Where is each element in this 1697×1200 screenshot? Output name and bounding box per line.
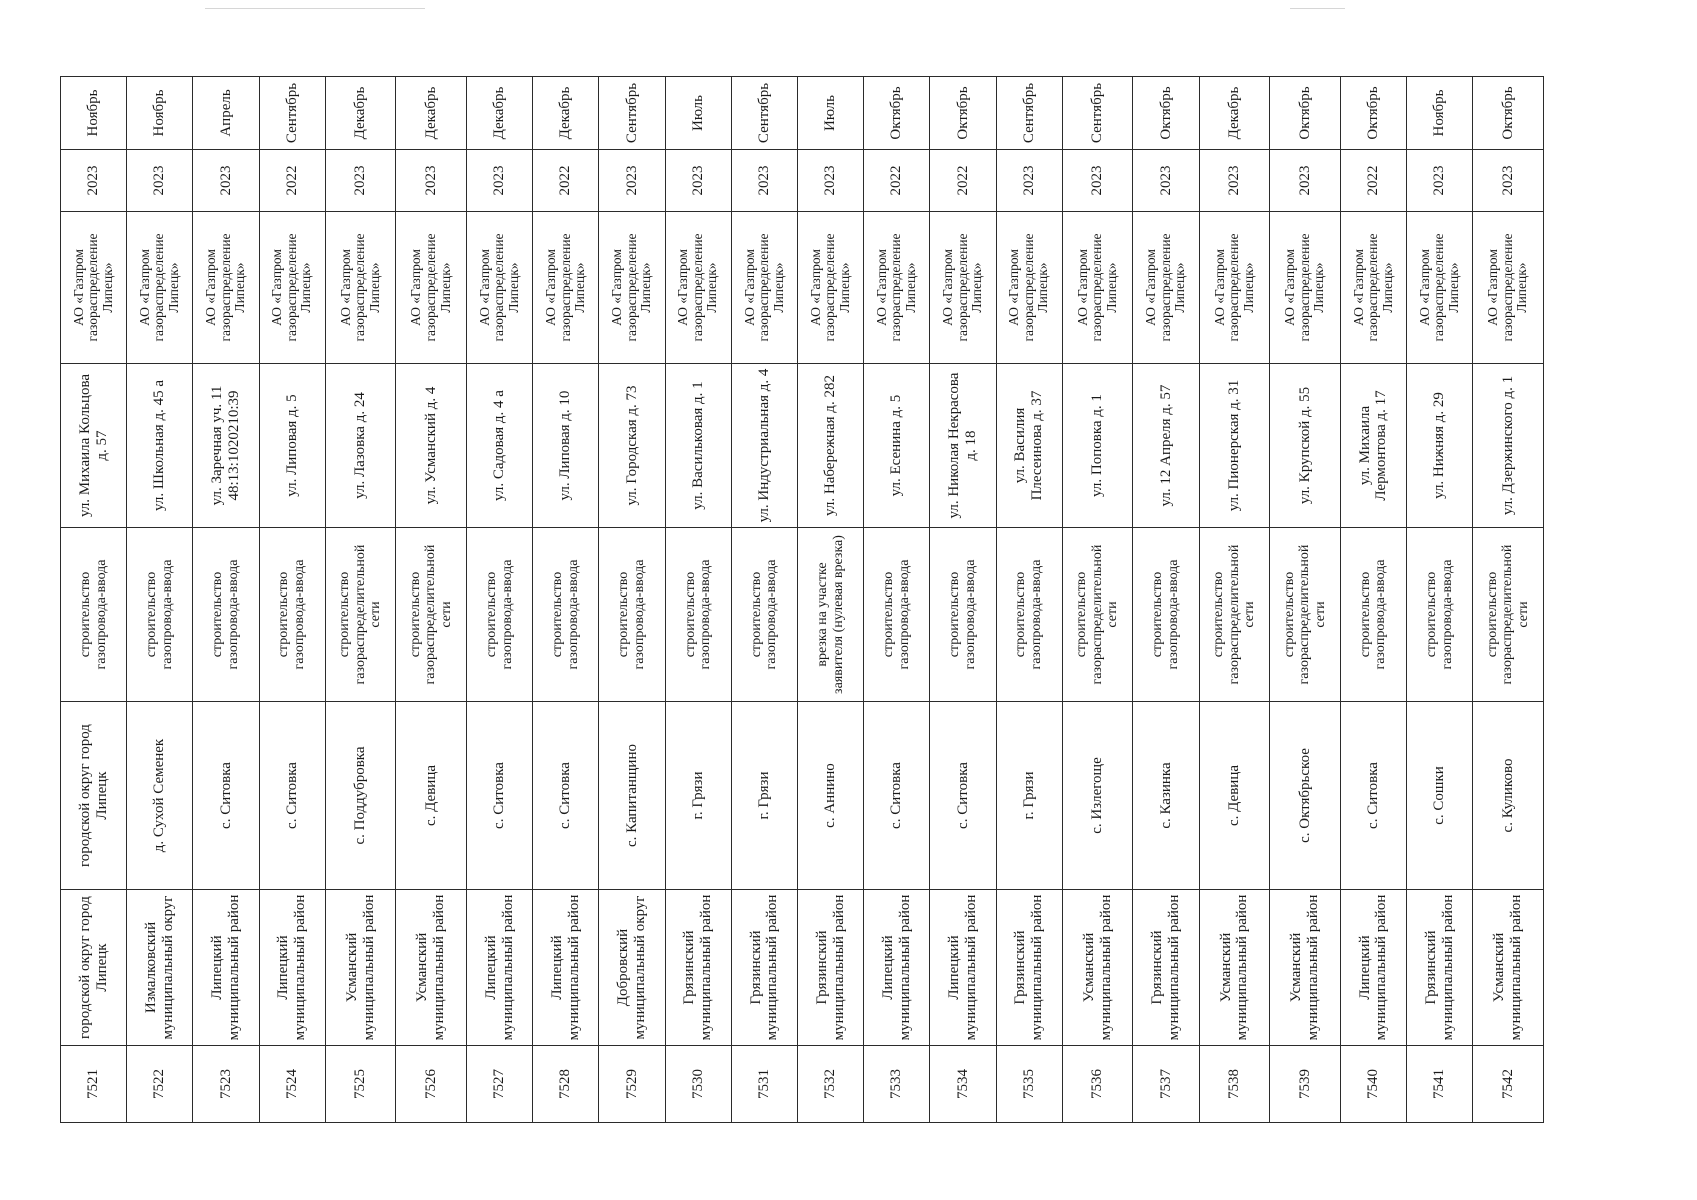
cell-year: 2023 [193, 150, 259, 212]
cell-month: Декабрь [467, 77, 533, 150]
cell-number: 7527 [467, 1046, 533, 1123]
cell-year: 2023 [731, 150, 797, 212]
cell-operation: строительство газопровода-ввода [930, 528, 996, 702]
cell-district: Усманский муниципальный район [396, 890, 467, 1046]
cell-operation: строительство газопровода-ввода [1340, 528, 1406, 702]
cell-number: 7536 [1062, 1046, 1133, 1123]
cell-district: Липецкий муниципальный район [467, 890, 533, 1046]
cell-district: Усманский муниципальный район [1199, 890, 1270, 1046]
cell-month: Сентябрь [599, 77, 665, 150]
cell-year: 2023 [1473, 150, 1544, 212]
cell-month: Октябрь [1340, 77, 1406, 150]
cell-month: Сентябрь [731, 77, 797, 150]
table-row [731, 77, 797, 1123]
cell-number: 7531 [731, 1046, 797, 1123]
cell-operation: строительство газораспределительной сети [1473, 528, 1544, 702]
cell-month: Декабрь [396, 77, 467, 150]
cell-locality: с. Поддубровка [325, 702, 396, 890]
cell-district: Липецкий муниципальный район [193, 890, 259, 1046]
cell-operation: строительство газопровода-ввода [533, 528, 599, 702]
cell-year: 2023 [396, 150, 467, 212]
cell-district: Добровский муниципальный округ [599, 890, 665, 1046]
cell-district: Измалковский муниципальный округ [127, 890, 193, 1046]
cell-locality: с. Капитанщино [599, 702, 665, 890]
cell-year: 2022 [1340, 150, 1406, 212]
cell-organization: АО «Газпром газораспределение Липецк» [533, 212, 599, 364]
cell-organization: АО «Газпром газораспределение Липецк» [797, 212, 863, 364]
table-row [325, 77, 396, 1123]
table-row [127, 77, 193, 1123]
cell-locality: с. Ситовка [1340, 702, 1406, 890]
cell-address: ул. Есенина д. 5 [864, 364, 930, 528]
cell-address: ул. Михаила Лермонтова д. 17 [1340, 364, 1406, 528]
scan-artifact [1290, 8, 1345, 9]
cell-month: Июль [797, 77, 863, 150]
cell-district: Усманский муниципальный район [1062, 890, 1133, 1046]
cell-district: Грязинский муниципальный район [996, 890, 1062, 1046]
table-row [930, 77, 996, 1123]
cell-operation: строительство газопровода-ввода [467, 528, 533, 702]
cell-address: ул. Нижняя д. 29 [1407, 364, 1473, 528]
cell-operation: строительство газопровода-ввода [193, 528, 259, 702]
cell-year: 2023 [61, 150, 127, 212]
cell-month: Октябрь [1133, 77, 1199, 150]
cell-district: Грязинский муниципальный район [1133, 890, 1199, 1046]
cell-month: Октябрь [864, 77, 930, 150]
cell-month: Октябрь [1473, 77, 1544, 150]
cell-organization: АО «Газпром газораспределение Липецк» [259, 212, 325, 364]
cell-number: 7537 [1133, 1046, 1199, 1123]
table-row [259, 77, 325, 1123]
cell-operation: строительство газораспределительной сети [1270, 528, 1341, 702]
cell-district: Липецкий муниципальный район [930, 890, 996, 1046]
cell-address: ул. Набережная д. 282 [797, 364, 863, 528]
cell-district: Липецкий муниципальный район [1340, 890, 1406, 1046]
cell-address: ул. Васильковая д. 1 [665, 364, 731, 528]
cell-district: Грязинский муниципальный район [731, 890, 797, 1046]
cell-number: 7542 [1473, 1046, 1544, 1123]
cell-operation: строительство газопровода-ввода [864, 528, 930, 702]
cell-locality: с. Ситовка [193, 702, 259, 890]
cell-year: 2023 [127, 150, 193, 212]
cell-address: ул. Василия Плесеинова д. 37 [996, 364, 1062, 528]
cell-month: Июль [665, 77, 731, 150]
rotated-table-container [60, 77, 1544, 1123]
cell-address: ул. Пионерская д. 31 [1199, 364, 1270, 528]
cell-locality: г. Грязи [665, 702, 731, 890]
cell-number: 7541 [1407, 1046, 1473, 1123]
cell-year: 2023 [797, 150, 863, 212]
cell-operation: строительство газопровода-ввода [259, 528, 325, 702]
cell-number: 7534 [930, 1046, 996, 1123]
cell-address: ул. Михаила Кольцова д. 57 [61, 364, 127, 528]
cell-year: 2023 [1199, 150, 1270, 212]
cell-operation: строительство газопровода-ввода [61, 528, 127, 702]
table-row [1407, 77, 1473, 1123]
cell-year: 2022 [930, 150, 996, 212]
cell-address: ул. Крупской д. 55 [1270, 364, 1341, 528]
cell-number: 7540 [1340, 1046, 1406, 1123]
cell-number: 7528 [533, 1046, 599, 1123]
cell-locality: с. Девица [396, 702, 467, 890]
cell-locality: с. Октябрьское [1270, 702, 1341, 890]
cell-operation: строительство газопровода-ввода [1407, 528, 1473, 702]
cell-locality: с. Сошки [1407, 702, 1473, 890]
cell-number: 7525 [325, 1046, 396, 1123]
cell-locality: с. Ситовка [259, 702, 325, 890]
cell-address: ул. 12 Апреля д. 57 [1133, 364, 1199, 528]
cell-organization: АО «Газпром газораспределение Липецк» [1133, 212, 1199, 364]
cell-number: 7523 [193, 1046, 259, 1123]
cell-locality: д. Сухой Семенек [127, 702, 193, 890]
cell-address: ул. Садовая д. 4 а [467, 364, 533, 528]
cell-year: 2023 [1133, 150, 1199, 212]
cell-locality: с. Куликово [1473, 702, 1544, 890]
cell-number: 7522 [127, 1046, 193, 1123]
table-row [1473, 77, 1544, 1123]
cell-organization: АО «Газпром газораспределение Липецк» [325, 212, 396, 364]
cell-locality: с. Ситовка [533, 702, 599, 890]
cell-year: 2023 [1270, 150, 1341, 212]
cell-organization: АО «Газпром газораспределение Липецк» [996, 212, 1062, 364]
cell-organization: АО «Газпром газораспределение Липецк» [61, 212, 127, 364]
cell-district: Грязинский муниципальный район [797, 890, 863, 1046]
cell-year: 2022 [259, 150, 325, 212]
scan-artifact [205, 8, 425, 9]
cell-organization: АО «Газпром газораспределение Липецк» [665, 212, 731, 364]
cell-year: 2023 [1062, 150, 1133, 212]
cell-month: Ноябрь [127, 77, 193, 150]
table-row [797, 77, 863, 1123]
table-row [665, 77, 731, 1123]
cell-month: Сентябрь [1062, 77, 1133, 150]
cell-year: 2023 [1407, 150, 1473, 212]
cell-operation: строительство газораспределительной сети [396, 528, 467, 702]
cell-number: 7538 [1199, 1046, 1270, 1123]
cell-number: 7521 [61, 1046, 127, 1123]
cell-district: Усманский муниципальный район [325, 890, 396, 1046]
cell-organization: АО «Газпром газораспределение Липецк» [1270, 212, 1341, 364]
cell-address: ул. Липовая д. 5 [259, 364, 325, 528]
cell-operation: врезка на участке заявителя (нулевая врезка) [797, 528, 863, 702]
cell-address: ул. Лазовка д. 24 [325, 364, 396, 528]
cell-month: Декабрь [325, 77, 396, 150]
cell-year: 2023 [599, 150, 665, 212]
cell-number: 7530 [665, 1046, 731, 1123]
cell-locality: с. Ситовка [864, 702, 930, 890]
cell-district: Усманский муниципальный район [1270, 890, 1341, 1046]
cell-locality: г. Грязи [731, 702, 797, 890]
cell-district: Усманский муниципальный район [1473, 890, 1544, 1046]
cell-year: 2023 [325, 150, 396, 212]
table-row [1199, 77, 1270, 1123]
table-row [996, 77, 1062, 1123]
cell-district: Липецкий муниципальный район [259, 890, 325, 1046]
cell-operation: строительство газопровода-ввода [665, 528, 731, 702]
cell-year: 2023 [996, 150, 1062, 212]
table-row [599, 77, 665, 1123]
cell-number: 7535 [996, 1046, 1062, 1123]
cell-number: 7539 [1270, 1046, 1341, 1123]
cell-locality: с. Казинка [1133, 702, 1199, 890]
cell-locality: с. Ситовка [467, 702, 533, 890]
cell-organization: АО «Газпром газораспределение Липецк» [1407, 212, 1473, 364]
registry-table [60, 76, 1544, 1123]
cell-month: Сентябрь [996, 77, 1062, 150]
cell-address: ул. Школьная д. 45 а [127, 364, 193, 528]
cell-organization: АО «Газпром газораспределение Липецк» [930, 212, 996, 364]
table-row [864, 77, 930, 1123]
cell-district: Грязинский муниципальный район [665, 890, 731, 1046]
cell-operation: строительство газораспределительной сети [1199, 528, 1270, 702]
cell-operation: строительство газопровода-ввода [127, 528, 193, 702]
cell-month: Декабрь [1199, 77, 1270, 150]
cell-number: 7524 [259, 1046, 325, 1123]
cell-number: 7526 [396, 1046, 467, 1123]
cell-year: 2022 [533, 150, 599, 212]
cell-year: 2023 [467, 150, 533, 212]
cell-month: Октябрь [1270, 77, 1341, 150]
cell-operation: строительство газопровода-ввода [996, 528, 1062, 702]
cell-locality: городской округ город Липецк [61, 702, 127, 890]
cell-organization: АО «Газпром газораспределение Липецк» [396, 212, 467, 364]
table-row [193, 77, 259, 1123]
cell-address: ул. Липовая д. 10 [533, 364, 599, 528]
cell-organization: АО «Газпром газораспределение Липецк» [127, 212, 193, 364]
cell-number: 7532 [797, 1046, 863, 1123]
cell-locality: с. Излегоще [1062, 702, 1133, 890]
cell-organization: АО «Газпром газораспределение Липецк» [1199, 212, 1270, 364]
cell-locality: г. Грязи [996, 702, 1062, 890]
cell-address: ул. Заречная уч. 11 48:13:1020210:39 [193, 364, 259, 528]
cell-month: Апрель [193, 77, 259, 150]
cell-locality: с. Ситовка [930, 702, 996, 890]
table-row [1062, 77, 1133, 1123]
cell-organization: АО «Газпром газораспределение Липецк» [467, 212, 533, 364]
cell-month: Сентябрь [259, 77, 325, 150]
cell-year: 2023 [665, 150, 731, 212]
cell-operation: строительство газопровода-ввода [1133, 528, 1199, 702]
cell-address: ул. Дзержинского д. 1 [1473, 364, 1544, 528]
cell-month: Октябрь [930, 77, 996, 150]
cell-operation: строительство газораспределительной сети [1062, 528, 1133, 702]
table-row [1133, 77, 1199, 1123]
cell-operation: строительство газопровода-ввода [731, 528, 797, 702]
cell-organization: АО «Газпром газораспределение Липецк» [731, 212, 797, 364]
table-row [61, 77, 127, 1123]
cell-address: ул. Усманский д. 4 [396, 364, 467, 528]
cell-organization: АО «Газпром газораспределение Липецк» [1473, 212, 1544, 364]
cell-month: Декабрь [533, 77, 599, 150]
table-row [396, 77, 467, 1123]
cell-locality: с. Девица [1199, 702, 1270, 890]
cell-month: Ноябрь [61, 77, 127, 150]
cell-number: 7529 [599, 1046, 665, 1123]
registry-rows [61, 77, 1544, 1123]
cell-organization: АО «Газпром газораспределение Липецк» [1340, 212, 1406, 364]
cell-district: Липецкий муниципальный район [533, 890, 599, 1046]
cell-district: Липецкий муниципальный район [864, 890, 930, 1046]
table-row [1340, 77, 1406, 1123]
cell-operation: строительство газораспределительной сети [325, 528, 396, 702]
cell-district: Грязинский муниципальный район [1407, 890, 1473, 1046]
cell-locality: с. Аннино [797, 702, 863, 890]
table-row [467, 77, 533, 1123]
cell-organization: АО «Газпром газораспределение Липецк» [599, 212, 665, 364]
cell-address: ул. Поповка д. 1 [1062, 364, 1133, 528]
cell-number: 7533 [864, 1046, 930, 1123]
table-row [533, 77, 599, 1123]
cell-address: ул. Городская д. 73 [599, 364, 665, 528]
cell-operation: строительство газопровода-ввода [599, 528, 665, 702]
cell-organization: АО «Газпром газораспределение Липецк» [193, 212, 259, 364]
cell-year: 2022 [864, 150, 930, 212]
cell-organization: АО «Газпром газораспределение Липецк» [864, 212, 930, 364]
cell-address: ул. Индустриальная д. 4 [731, 364, 797, 528]
cell-organization: АО «Газпром газораспределение Липецк» [1062, 212, 1133, 364]
cell-address: ул. Николая Некрасова д. 18 [930, 364, 996, 528]
cell-district: городской округ город Липецк [61, 890, 127, 1046]
table-row [1270, 77, 1341, 1123]
cell-month: Ноябрь [1407, 77, 1473, 150]
